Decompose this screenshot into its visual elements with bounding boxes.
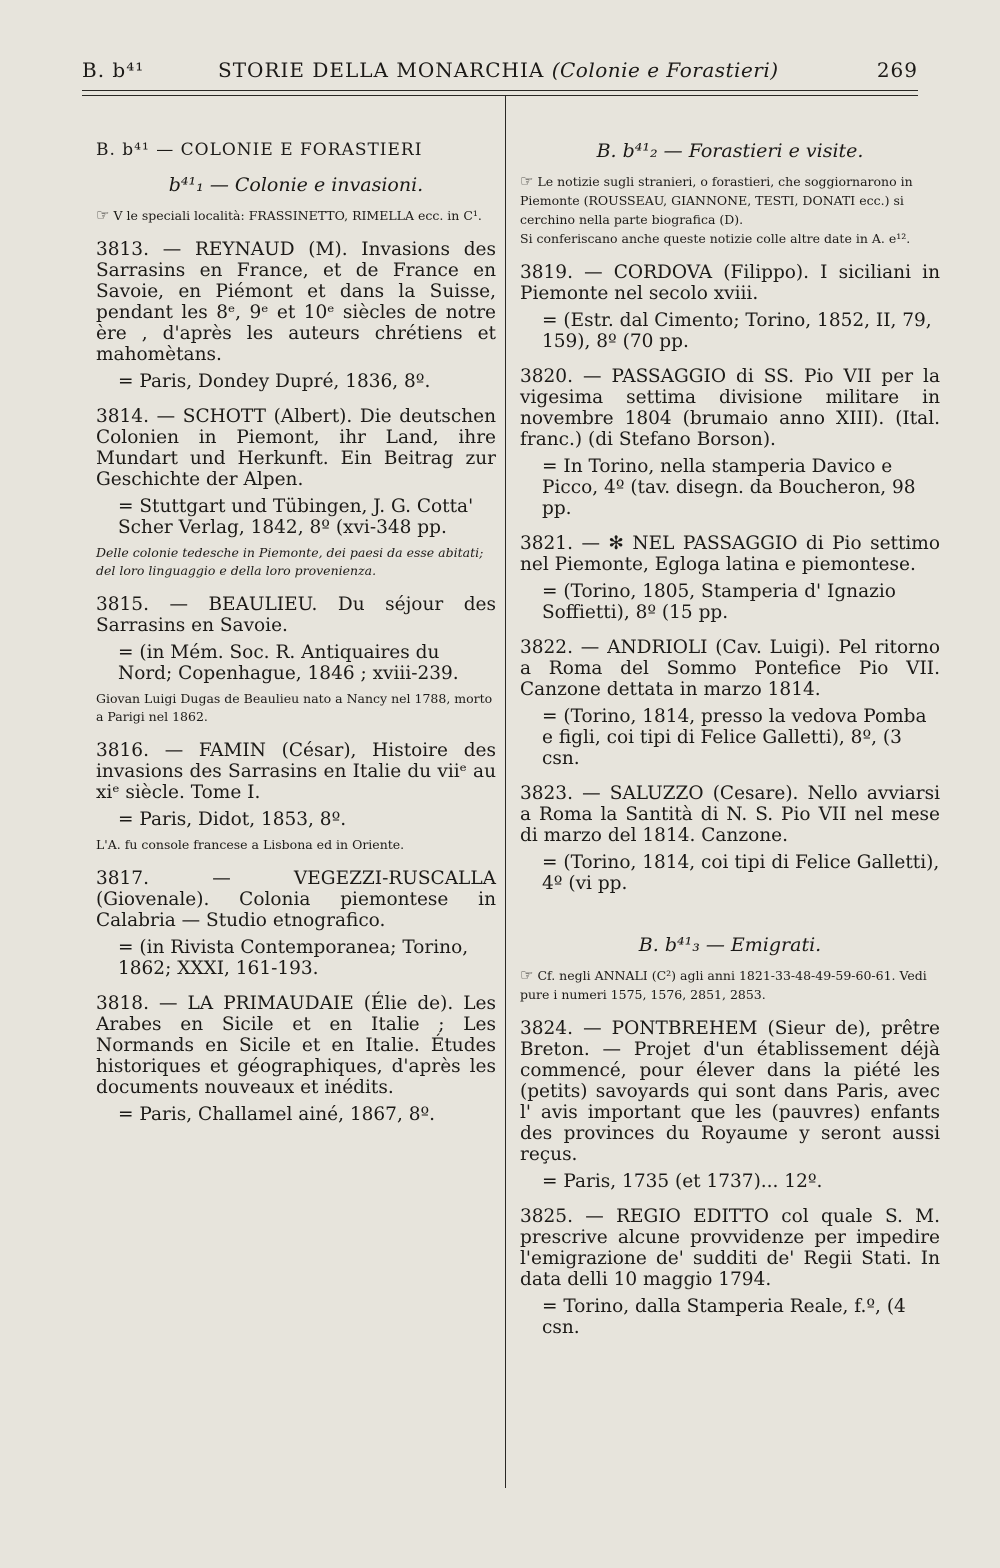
- entry-3822-imprint: = (Torino, 1814, presso la vedova Pomba e figli, coi tipi di Felice Galletti), 8º, (3 csn.: [542, 706, 927, 769]
- column-separator: [505, 96, 506, 1488]
- cross-reference-note: ☞ V le speciali località: FRASSINETTO, RIMELLA ecc. in C¹.: [96, 206, 482, 224]
- entry-3824-imprint: = Paris, 1735 (et 1737)... 12º.: [542, 1171, 823, 1192]
- entry-3825: 3825. — REGIO EDITTO col quale S. M. prescrive alcune provvidenze per impedire l'emigrazione de' sudditi de' Regii Stati. In data delli 10 maggio 1794.: [520, 1206, 940, 1290]
- entry-3816-note: L'A. fu console francese a Lisbona ed in Oriente.: [96, 837, 405, 852]
- entry-3813-imprint: = Paris, Dondey Dupré, 1836, 8º.: [118, 371, 431, 392]
- subsection-heading: b⁴¹₁ — Colonie e invasioni.: [168, 174, 424, 196]
- header-rule: [82, 90, 918, 91]
- entry-3816: 3816. — FAMIN (César), Histoire des invasions des Sarrasins en Italie du viiᵉ au xiᵉ siècle. Tome I.: [96, 740, 496, 803]
- page-number: 269: [876, 58, 918, 82]
- emigrati-note: ☞ Cf. negli ANNALI (C²) agli anni 1821-33-48-49-59-60-61. Vedi pure i numeri 1575, 1576, 2851, 2853.: [520, 966, 927, 1002]
- header-rule-secondary: [82, 95, 918, 96]
- entry-3825-imprint: = Torino, dalla Stamperia Reale, f.º, (4 csn.: [542, 1296, 906, 1338]
- section-heading: B. b⁴¹ — COLONIE E FORASTIERI: [96, 140, 423, 160]
- entry-3814-imprint: = Stuttgart und Tübingen, J. G. Cotta' Scher Verlag, 1842, 8º (xvi-348 pp.: [118, 496, 474, 538]
- header-section-mark: B. b⁴¹: [82, 58, 145, 82]
- entry-3813: 3813. — REYNAUD (M). Invasions des Sarrasins en France, et de France en Savoie, en Piémont et dans la Suisse, pendant les 8ᵉ, 9ᵉ et 10ᵉ siècles de notre ère , d'après les auteurs chrétiens et mahomètans.: [96, 239, 496, 365]
- entry-3815-imprint: = (in Mém. Soc. R. Antiquaires du Nord; Copenhague, 1846 ; xviii-239.: [118, 642, 459, 684]
- entry-3815: 3815. — BEAULIEU. Du séjour des Sarrasins en Savoie.: [96, 594, 496, 636]
- entry-3823: 3823. — SALUZZO (Cesare). Nello avviarsi a Roma la Santità di N. S. Pio VII nel mese di marzo del 1814. Canzone.: [520, 783, 940, 846]
- entry-3815-note: Giovan Luigi Dugas de Beaulieu nato a Nancy nel 1788, morto a Parigi nel 1862.: [96, 691, 493, 724]
- entry-3820-imprint: = In Torino, nella stamperia Davico e Picco, 4º (tav. disegn. da Boucheron, 98 pp.: [542, 456, 916, 519]
- running-head: [82, 58, 918, 94]
- entry-3822: 3822. — ANDRIOLI (Cav. Luigi). Pel ritorno a Roma del Sommo Pontefice Pio VII. Canzone dettata in marzo 1814.: [520, 637, 940, 700]
- entry-3818: 3818. — LA PRIMAUDAIE (Élie de). Les Arabes en Sicile et en Italie ; Les Normands en Sicile et en Italie. Études historiques et géographiques, d'après les documents nouveaux et inédits.: [96, 993, 496, 1098]
- pointing-hand-icon: ☞: [96, 206, 110, 224]
- header-title: STORIE DELLA MONARCHIA (Colonie e Forastieri): [218, 58, 779, 82]
- entry-3821-imprint: = (Torino, 1805, Stamperia d' Ignazio Soffietti), 8º (15 pp.: [542, 581, 896, 623]
- entry-3819: 3819. — CORDOVA (Filippo). I siciliani in Piemonte nel secolo xviii.: [520, 262, 940, 304]
- entry-3821: 3821. — ✻ NEL PASSAGGIO di Pio settimo nel Piemonte, Egloga latina e piemontese.: [520, 533, 940, 575]
- entry-3814-note: Delle colonie tedesche in Piemonte, dei paesi da esse abitati; del loro linguaggio e della loro provenienza.: [96, 545, 484, 578]
- entry-3817-imprint: = (in Rivista Contemporanea; Torino, 1862; XXXI, 161-193.: [118, 937, 469, 979]
- entry-3823-imprint: = (Torino, 1814, coi tipi di Felice Galletti), 4º (vi pp.: [542, 852, 940, 894]
- subsection-heading-emigrati: B. b⁴¹₃ — Emigrati.: [638, 934, 822, 956]
- subsection-heading-forastieri: B. b⁴¹₂ — Forastieri e visite.: [596, 140, 864, 162]
- entry-3819-imprint: = (Estr. dal Cimento; Torino, 1852, II, 79, 159), 8º (70 pp.: [542, 310, 932, 352]
- pointing-hand-icon: ☞: [520, 966, 534, 984]
- entry-3820: 3820. — PASSAGGIO di SS. Pio VII per la vigesima settima divisione militare in novembre 1804 (brumaio anno XIII). (Ital. franc.) (di Stefano Borson).: [520, 366, 940, 450]
- entry-3818-imprint: = Paris, Challamel ainé, 1867, 8º.: [118, 1104, 436, 1125]
- pointing-hand-icon: ☞: [520, 172, 534, 190]
- left-column: [96, 140, 496, 1129]
- right-column: [520, 140, 940, 1342]
- entry-3824: 3824. — PONTBREHEM (Sieur de), prêtre Breton. — Projet d'un établissement déjà commencé, pour élever dans la piété les (petits) savoyards qui sont dans Paris, avec l' avis important que les (pauvres) enfants des provinces du Royaume y seront aussi reçus.: [520, 1018, 940, 1165]
- forastieri-note: ☞ Le notizie sugli stranieri, o forastieri, che soggiornarono in Piemonte (ROUSSEAU, GIANNONE, TESTI, DONATI ecc.) si cerchino nella parte biografica (D). Si conferiscano anche queste notizie colle altre date in A. e¹².: [520, 172, 913, 246]
- entry-3817: 3817. — VEGEZZI-RUSCALLA (Giovenale). Colonia piemontese in Calabria — Studio etnografico.: [96, 868, 496, 931]
- entry-3814: 3814. — SCHOTT (Albert). Die deutschen Colonien in Piemont, ihr Land, ihre Mundart und Herkunft. Ein Beitrag zur Geschichte der Alpen.: [96, 406, 496, 490]
- entry-3816-imprint: = Paris, Didot, 1853, 8º.: [118, 809, 347, 830]
